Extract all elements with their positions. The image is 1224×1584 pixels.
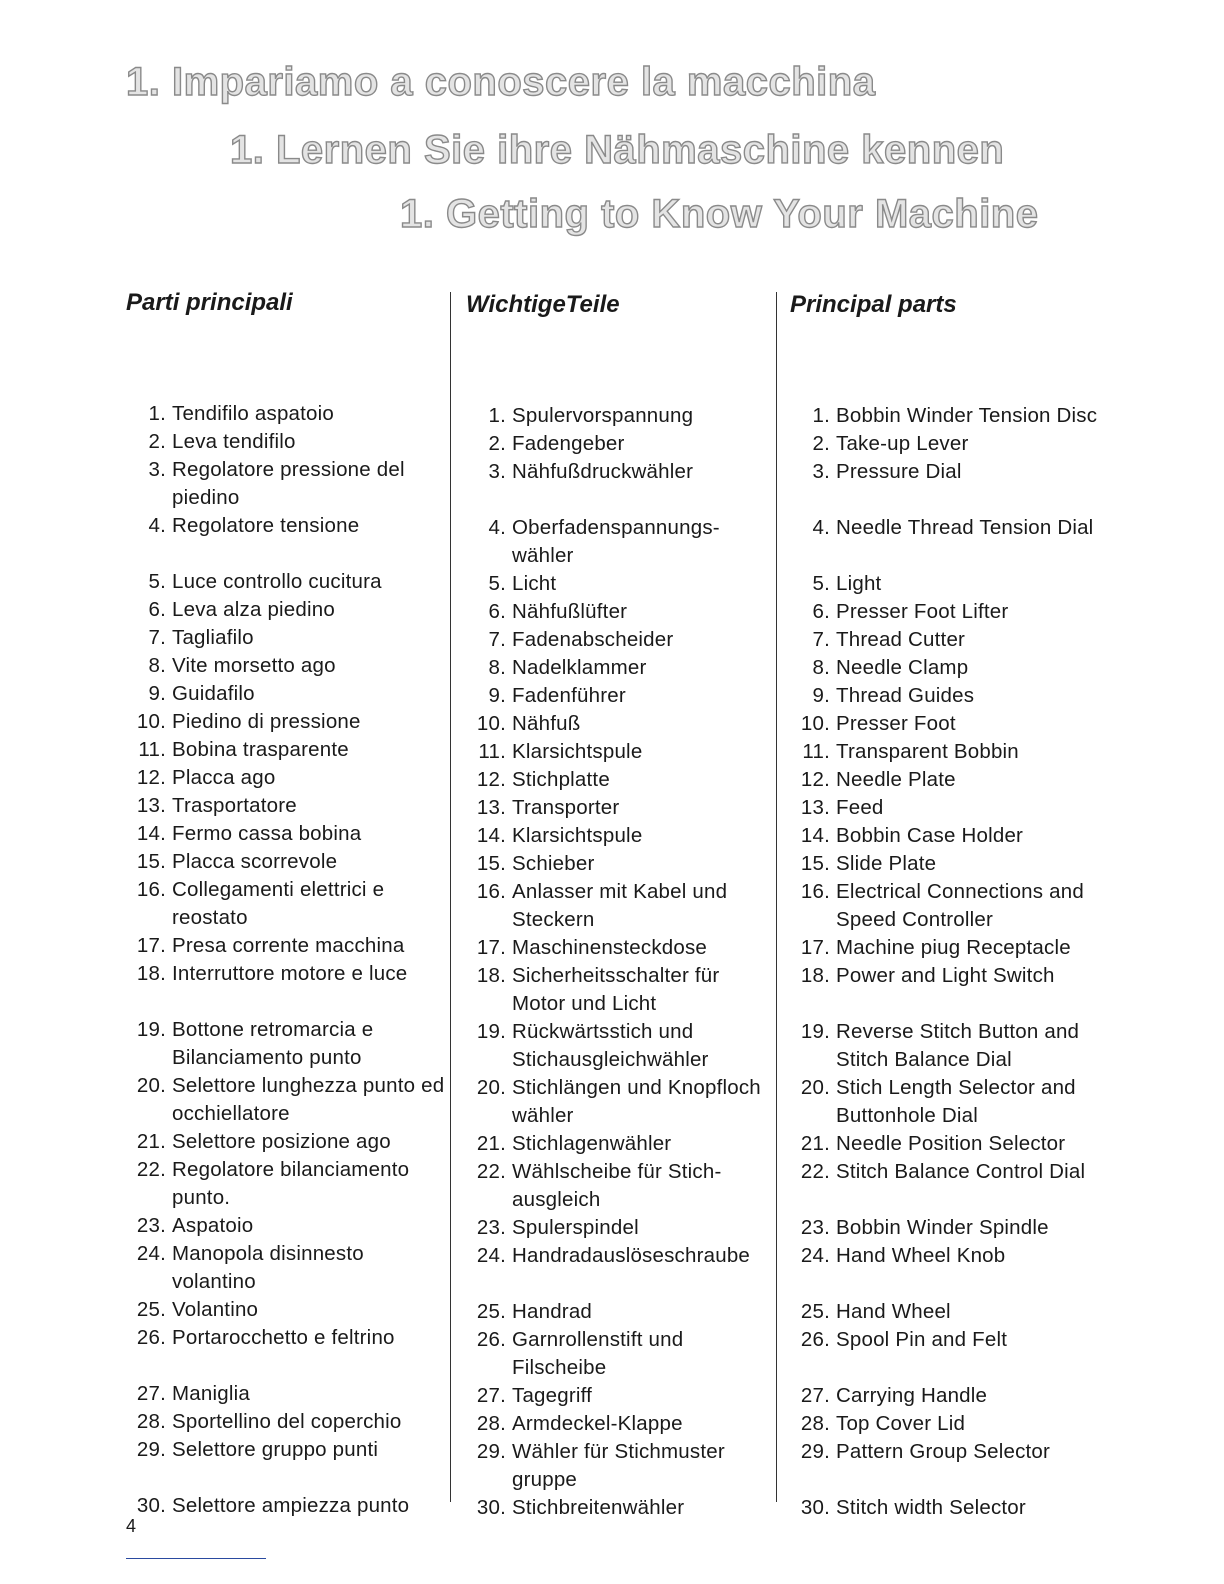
item-text: Collegamenti elettrici e reostato xyxy=(172,878,385,929)
item-number: 5. xyxy=(812,572,830,595)
item-number: 19. xyxy=(800,1020,830,1043)
item-number: 12. xyxy=(136,766,166,789)
item-text: Needle Plate xyxy=(836,768,956,791)
list-item xyxy=(126,1156,446,1212)
item-text: Interruttore motore e luce xyxy=(172,962,408,985)
item-number: 11. xyxy=(802,740,830,763)
item-text: Wählscheibe für Stich-ausgleich xyxy=(512,1160,722,1211)
column-german xyxy=(450,291,777,1519)
item-text: Handradauslöseschraube xyxy=(512,1244,751,1267)
item-number: 10. xyxy=(136,710,166,733)
list-item xyxy=(790,1494,1117,1522)
item-text: Sportellino del coperchio xyxy=(172,1410,402,1433)
item-number: 27. xyxy=(476,1384,506,1407)
item-number: 9. xyxy=(148,682,166,705)
item-number: 7. xyxy=(488,628,506,651)
item-number: 7. xyxy=(148,626,166,649)
item-number: 6. xyxy=(148,598,166,621)
list-item xyxy=(466,878,777,934)
item-text: Nähfuß xyxy=(512,712,581,735)
list-item xyxy=(466,710,777,738)
list-item xyxy=(126,792,446,820)
list-item xyxy=(466,1326,777,1382)
item-text: Portarocchetto e feltrino xyxy=(172,1326,395,1349)
list-item xyxy=(126,1324,446,1380)
item-text: Tagliafilo xyxy=(172,626,254,649)
list-item xyxy=(126,652,446,680)
list-item xyxy=(466,1018,777,1074)
list-item xyxy=(466,430,777,458)
item-text: Stichbreitenwähler xyxy=(512,1496,685,1519)
column-english xyxy=(776,291,1117,1519)
item-text: Anlasser mit Kabel und Steckern xyxy=(512,880,728,931)
column-heading-english: Principal parts xyxy=(790,291,957,318)
item-number: 4. xyxy=(148,514,166,537)
item-number: 29. xyxy=(800,1440,830,1463)
list-item xyxy=(126,1212,446,1240)
item-number: 16. xyxy=(476,880,506,903)
item-text: Bobbin Case Holder xyxy=(836,824,1024,847)
item-text: Power and Light Switch xyxy=(836,964,1055,987)
list-item xyxy=(466,738,777,766)
item-text: Stichlängen und Knopfloch wähler xyxy=(512,1076,761,1127)
item-text: Regolatore pressione del piedino xyxy=(172,458,405,509)
item-number: 10. xyxy=(800,712,830,735)
list-item xyxy=(790,934,1117,962)
item-number: 17. xyxy=(136,934,166,957)
item-text: Volantino xyxy=(172,1298,259,1321)
list-item xyxy=(466,1242,777,1298)
item-number: 24. xyxy=(800,1244,830,1267)
list-item xyxy=(466,1382,777,1410)
item-number: 21. xyxy=(800,1132,830,1155)
item-number: 14. xyxy=(136,822,166,845)
list-item xyxy=(126,400,446,428)
list-item xyxy=(790,1410,1117,1438)
item-number: 28. xyxy=(800,1412,830,1435)
list-item xyxy=(790,458,1117,514)
item-number: 6. xyxy=(488,600,506,623)
item-text: Presser Foot xyxy=(836,712,956,735)
item-number: 13. xyxy=(136,794,166,817)
list-item xyxy=(790,738,1117,766)
item-text: Guidafilo xyxy=(172,682,255,705)
item-number: 13. xyxy=(800,796,830,819)
list-item xyxy=(790,598,1117,626)
item-number: 26. xyxy=(476,1328,506,1351)
list-item xyxy=(126,624,446,652)
list-item xyxy=(126,680,446,708)
item-number: 11. xyxy=(138,738,166,761)
list-item xyxy=(790,878,1117,934)
page-number: 4 xyxy=(126,1516,137,1536)
item-text: Spool Pin and Felt xyxy=(836,1328,1008,1351)
list-item xyxy=(790,682,1117,710)
item-number: 19. xyxy=(476,1020,506,1043)
item-number: 22. xyxy=(136,1158,166,1181)
list-item xyxy=(126,1240,446,1296)
list-item xyxy=(790,1438,1117,1494)
list-item xyxy=(466,1438,777,1494)
item-number: 2. xyxy=(488,432,506,455)
item-text: Regolatore tensione xyxy=(172,514,360,537)
item-number: 3. xyxy=(812,460,830,483)
item-text: Carrying Handle xyxy=(836,1384,988,1407)
parts-list-italian xyxy=(126,400,446,1520)
item-text: Piedino di pressione xyxy=(172,710,361,733)
list-item xyxy=(126,1380,446,1408)
list-item xyxy=(790,710,1117,738)
list-item xyxy=(126,568,446,596)
item-number: 8. xyxy=(812,656,830,679)
item-text: Stichlagenwähler xyxy=(512,1132,672,1155)
footer-rule xyxy=(126,1558,266,1559)
parts-list-german xyxy=(466,402,777,1522)
list-item xyxy=(126,512,446,568)
parts-list-english xyxy=(790,402,1117,1522)
item-number: 1. xyxy=(812,404,830,427)
item-text: Rückwärtsstich und Stichausgleichwähler xyxy=(512,1020,709,1071)
item-text: Hand Wheel Knob xyxy=(836,1244,1006,1267)
item-number: 18. xyxy=(476,964,506,987)
list-item xyxy=(790,430,1117,458)
item-number: 1. xyxy=(488,404,506,427)
item-text: Needle Position Selector xyxy=(836,1132,1066,1155)
list-item xyxy=(790,1242,1117,1298)
item-text: Transparent Bobbin xyxy=(836,740,1019,763)
list-item xyxy=(466,1214,777,1242)
item-text: Handrad xyxy=(512,1300,593,1323)
list-item xyxy=(466,1494,777,1522)
item-text: Fermo cassa bobina xyxy=(172,822,362,845)
item-number: 16. xyxy=(800,880,830,903)
item-text: Maschinensteckdose xyxy=(512,936,708,959)
item-number: 8. xyxy=(488,656,506,679)
item-number: 27. xyxy=(136,1382,166,1405)
item-text: Needle Thread Tension Dial xyxy=(836,516,1094,539)
list-item xyxy=(126,764,446,792)
list-item xyxy=(126,1436,446,1492)
item-text: Licht xyxy=(512,572,557,595)
item-text: Schieber xyxy=(512,852,595,875)
item-text: Nadelklammer xyxy=(512,656,647,679)
list-item xyxy=(790,1214,1117,1242)
item-number: 21. xyxy=(476,1132,506,1155)
list-item xyxy=(466,654,777,682)
item-number: 17. xyxy=(476,936,506,959)
title-italian: 1. Impariamo a conoscere la macchina xyxy=(126,60,876,104)
item-text: Hand Wheel xyxy=(836,1300,951,1323)
item-text: Needle Clamp xyxy=(836,656,969,679)
item-number: 25. xyxy=(136,1298,166,1321)
list-item xyxy=(790,514,1117,570)
item-number: 28. xyxy=(476,1412,506,1435)
item-number: 5. xyxy=(148,570,166,593)
item-number: 14. xyxy=(476,824,506,847)
list-item xyxy=(126,708,446,736)
item-number: 1. xyxy=(148,402,166,425)
item-number: 5. xyxy=(488,572,506,595)
item-text: Placca ago xyxy=(172,766,276,789)
list-item xyxy=(790,1326,1117,1382)
item-text: Light xyxy=(836,572,882,595)
list-item xyxy=(790,1382,1117,1410)
item-text: Bobbin Winder Spindle xyxy=(836,1216,1049,1239)
item-text: Manopola disinnesto volantino xyxy=(172,1242,364,1293)
item-number: 23. xyxy=(136,1214,166,1237)
item-number: 22. xyxy=(800,1160,830,1183)
item-number: 18. xyxy=(800,964,830,987)
list-item xyxy=(466,850,777,878)
item-text: Trasportatore xyxy=(172,794,297,817)
item-number: 15. xyxy=(800,852,830,875)
item-text: Stitch Balance Control Dial xyxy=(836,1160,1086,1183)
list-item xyxy=(126,876,446,932)
column-heading-italian: Parti principali xyxy=(126,289,293,316)
list-item xyxy=(126,1296,446,1324)
item-number: 24. xyxy=(136,1242,166,1265)
list-item xyxy=(466,794,777,822)
item-number: 28. xyxy=(136,1410,166,1433)
item-text: Placca scorrevole xyxy=(172,850,338,873)
list-item xyxy=(126,1408,446,1436)
item-text: Feed xyxy=(836,796,884,819)
item-text: Fadenführer xyxy=(512,684,626,707)
list-item xyxy=(790,766,1117,794)
list-item xyxy=(126,736,446,764)
item-number: 25. xyxy=(800,1300,830,1323)
item-number: 23. xyxy=(800,1216,830,1239)
list-item xyxy=(466,682,777,710)
item-number: 26. xyxy=(800,1328,830,1351)
item-text: Wähler für Stichmuster gruppe xyxy=(512,1440,725,1491)
item-text: Bobina trasparente xyxy=(172,738,349,761)
list-item xyxy=(466,1130,777,1158)
list-item xyxy=(790,962,1117,1018)
item-text: Aspatoio xyxy=(172,1214,254,1237)
list-item xyxy=(790,850,1117,878)
item-text: Klarsichtspule xyxy=(512,824,643,847)
item-number: 15. xyxy=(136,850,166,873)
item-number: 11. xyxy=(478,740,506,763)
item-text: Presser Foot Lifter xyxy=(836,600,1009,623)
item-text: Spulerspindel xyxy=(512,1216,639,1239)
list-item xyxy=(790,1130,1117,1158)
item-number: 6. xyxy=(812,600,830,623)
item-text: Vite morsetto ago xyxy=(172,654,336,677)
list-item xyxy=(466,598,777,626)
list-item xyxy=(466,570,777,598)
list-item xyxy=(126,820,446,848)
list-item xyxy=(126,1016,446,1072)
item-number: 23. xyxy=(476,1216,506,1239)
item-number: 24. xyxy=(476,1244,506,1267)
item-text: Oberfadenspannungs-wähler xyxy=(512,516,720,567)
item-text: Spulervorspannung xyxy=(512,404,694,427)
item-text: Thread Guides xyxy=(836,684,975,707)
item-text: Selettore lunghezza punto ed occhiellatore xyxy=(172,1074,445,1125)
item-text: Selettore gruppo punti xyxy=(172,1438,379,1461)
item-number: 19. xyxy=(136,1018,166,1041)
item-number: 16. xyxy=(136,878,166,901)
list-item xyxy=(790,1298,1117,1326)
item-number: 17. xyxy=(800,936,830,959)
item-text: Armdeckel-Klappe xyxy=(512,1412,683,1435)
item-text: Stich Length Selector and Buttonhole Dial xyxy=(836,1076,1076,1127)
list-item xyxy=(466,1158,777,1214)
item-text: Thread Cutter xyxy=(836,628,966,651)
item-number: 3. xyxy=(148,458,166,481)
item-text: Tendifilo aspatoio xyxy=(172,402,335,425)
item-text: Selettore posizione ago xyxy=(172,1130,391,1153)
item-text: Nähfußdruckwähler xyxy=(512,460,694,483)
item-text: Klarsichtspule xyxy=(512,740,643,763)
item-number: 12. xyxy=(800,768,830,791)
item-number: 2. xyxy=(812,432,830,455)
list-item xyxy=(466,458,777,514)
item-text: Fadenabscheider xyxy=(512,628,674,651)
list-item xyxy=(466,626,777,654)
list-item xyxy=(466,934,777,962)
item-text: Fadengeber xyxy=(512,432,625,455)
list-item xyxy=(126,932,446,960)
list-item xyxy=(466,1298,777,1326)
list-item xyxy=(790,794,1117,822)
item-text: Bottone retromarcia e Bilanciamento punto xyxy=(172,1018,374,1069)
list-item xyxy=(790,626,1117,654)
item-number: 8. xyxy=(148,654,166,677)
item-text: Garnrollenstift und Filscheibe xyxy=(512,1328,684,1379)
list-item xyxy=(466,514,777,570)
item-number: 10. xyxy=(476,712,506,735)
item-number: 12. xyxy=(476,768,506,791)
list-item xyxy=(466,962,777,1018)
item-number: 27. xyxy=(800,1384,830,1407)
list-item xyxy=(466,822,777,850)
item-text: Stitch width Selector xyxy=(836,1496,1026,1519)
list-item xyxy=(126,1072,446,1128)
item-text: Transporter xyxy=(512,796,620,819)
title-german: 1. Lernen Sie ihre Nähmaschine kennen xyxy=(230,128,1005,172)
list-item xyxy=(466,402,777,430)
item-text: Sicherheitsschalter für Motor und Licht xyxy=(512,964,720,1015)
list-item xyxy=(466,766,777,794)
item-number: 30. xyxy=(800,1496,830,1519)
item-number: 20. xyxy=(136,1074,166,1097)
item-text: Presa corrente macchina xyxy=(172,934,405,957)
item-text: Leva alza piedino xyxy=(172,598,335,621)
item-number: 18. xyxy=(136,962,166,985)
item-text: Machine piug Receptacle xyxy=(836,936,1071,959)
item-number: 30. xyxy=(476,1496,506,1519)
item-number: 9. xyxy=(812,684,830,707)
list-item xyxy=(126,596,446,624)
item-number: 20. xyxy=(800,1076,830,1099)
item-number: 4. xyxy=(812,516,830,539)
item-number: 3. xyxy=(488,460,506,483)
list-item xyxy=(790,1158,1117,1214)
list-item xyxy=(126,1492,446,1520)
item-number: 29. xyxy=(476,1440,506,1463)
item-number: 21. xyxy=(136,1130,166,1153)
list-item xyxy=(466,1074,777,1130)
item-number: 20. xyxy=(476,1076,506,1099)
item-number: 9. xyxy=(488,684,506,707)
list-item xyxy=(126,456,446,512)
item-text: Pressure Dial xyxy=(836,460,962,483)
item-text: Tagegriff xyxy=(512,1384,593,1407)
item-number: 4. xyxy=(488,516,506,539)
item-text: Reverse Stitch Button and Stitch Balance Dial xyxy=(836,1020,1080,1071)
column-heading-german: WichtigeTeile xyxy=(466,291,620,318)
list-item xyxy=(790,570,1117,598)
item-text: Pattern Group Selector xyxy=(836,1440,1051,1463)
item-number: 22. xyxy=(476,1160,506,1183)
list-item xyxy=(790,654,1117,682)
item-text: Maniglia xyxy=(172,1382,250,1405)
item-number: 13. xyxy=(476,796,506,819)
column-italian xyxy=(126,290,446,1520)
item-number: 30. xyxy=(136,1494,166,1517)
item-text: Luce controllo cucitura xyxy=(172,570,382,593)
title-english: 1. Getting to Know Your Machine xyxy=(400,192,1039,236)
item-number: 2. xyxy=(148,430,166,453)
list-item xyxy=(790,402,1117,430)
item-number: 15. xyxy=(476,852,506,875)
item-number: 14. xyxy=(800,824,830,847)
item-text: Regolatore bilanciamento punto. xyxy=(172,1158,410,1209)
list-item xyxy=(126,960,446,1016)
item-number: 7. xyxy=(812,628,830,651)
item-number: 25. xyxy=(476,1300,506,1323)
item-text: Stichplatte xyxy=(512,768,610,791)
item-text: Slide Plate xyxy=(836,852,937,875)
item-text: Bobbin Winder Tension Disc xyxy=(836,404,1098,427)
list-item xyxy=(126,428,446,456)
item-text: Top Cover Lid xyxy=(836,1412,966,1435)
item-text: Leva tendifilo xyxy=(172,430,296,453)
item-text: Electrical Connections and Speed Controller xyxy=(836,880,1084,931)
item-number: 26. xyxy=(136,1326,166,1349)
list-item xyxy=(126,1128,446,1156)
item-text: Nähfußlüfter xyxy=(512,600,628,623)
item-number: 29. xyxy=(136,1438,166,1461)
list-item xyxy=(790,1074,1117,1130)
item-text: Take-up Lever xyxy=(836,432,969,455)
list-item xyxy=(466,1410,777,1438)
list-item xyxy=(126,848,446,876)
list-item xyxy=(790,1018,1117,1074)
list-item xyxy=(790,822,1117,850)
item-text: Selettore ampiezza punto xyxy=(172,1494,410,1517)
